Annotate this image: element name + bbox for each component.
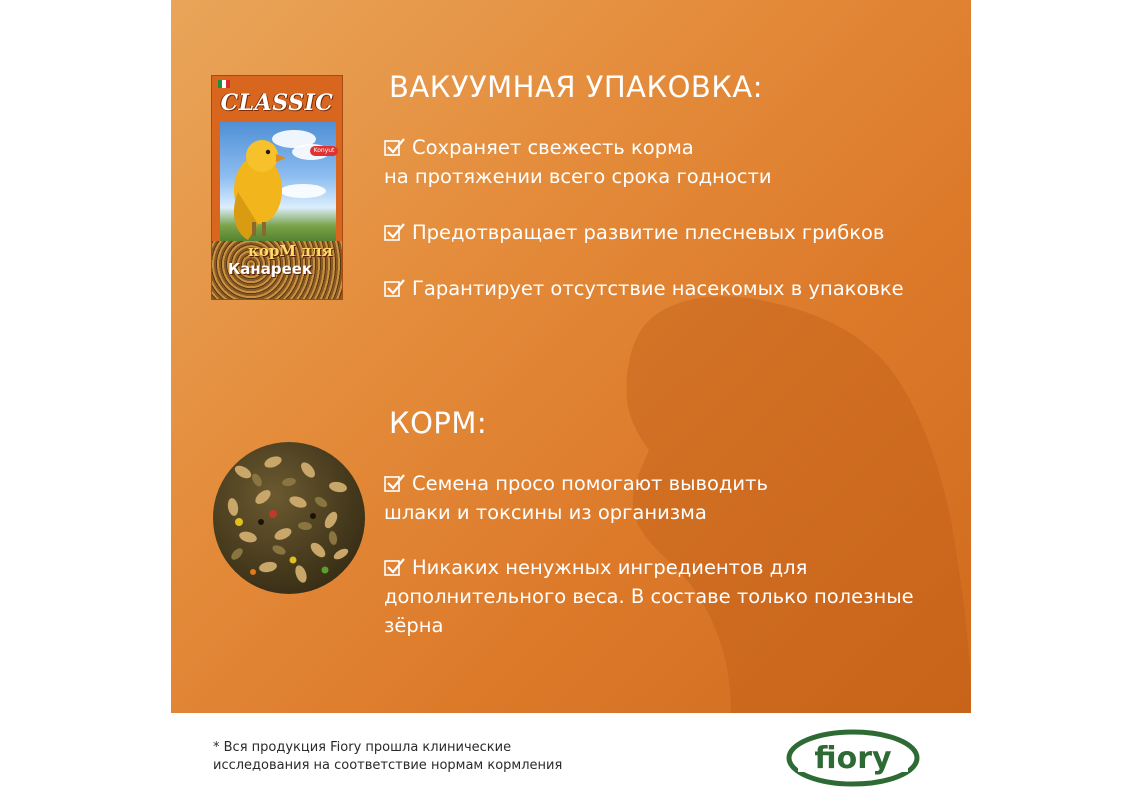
feed-item-2 (384, 553, 914, 640)
check-icon (384, 474, 406, 492)
canary-icon (224, 132, 294, 242)
package-line-2: Канареек (228, 260, 313, 278)
vacuum-item-3-text: Гарантирует отсутствие насекомых в упаковке (412, 277, 904, 300)
seed-mix-icon (213, 442, 365, 594)
feed-item-2-line-1: Никаких ненужных ингредиентов для (412, 556, 808, 579)
package-badge: Konyut (310, 146, 338, 156)
package-sky-scene (220, 122, 336, 244)
vacuum-heading: ВАКУУМНАЯ УПАКОВКА: (389, 70, 764, 104)
footnote (213, 739, 562, 775)
feed-item-1-line-1: Семена просо помогают выводить (412, 472, 768, 495)
check-icon (384, 279, 406, 297)
check-icon (384, 223, 406, 241)
italy-flag-icon (218, 80, 230, 88)
feed-item-1-line-2: шлаки и токсины из организма (384, 501, 707, 524)
package-brand: CLASSIC (220, 90, 334, 116)
product-package-image (211, 75, 343, 300)
vacuum-item-2 (384, 218, 884, 247)
footnote-line-2: исследования на соответствие нормам кормления (213, 758, 563, 773)
fiory-logo (782, 722, 924, 790)
vacuum-item-1-line-1: Сохраняет свежесть корма (412, 136, 694, 159)
feed-item-2-line-2: дополнительного веса. В составе только полезные (384, 585, 914, 608)
feed-item-2-line-3: зёрна (384, 614, 444, 637)
vacuum-item-2-text: Предотвращает развитие плесневых грибков (412, 221, 885, 244)
vacuum-item-1 (384, 133, 772, 191)
vacuum-item-3 (384, 274, 904, 303)
package-line-1: корМ для (248, 242, 333, 260)
promo-card (171, 0, 971, 713)
check-icon (384, 558, 406, 576)
footnote-line-1: * Вся продукция Fiory прошла клинические (213, 740, 512, 755)
logo-text: fiory (814, 741, 892, 776)
vacuum-item-1-line-2: на протяжении всего срока годности (384, 165, 772, 188)
feed-item-1 (384, 469, 768, 527)
check-icon (384, 138, 406, 156)
seeds-image (213, 442, 365, 594)
feed-heading: КОРМ: (389, 406, 488, 440)
